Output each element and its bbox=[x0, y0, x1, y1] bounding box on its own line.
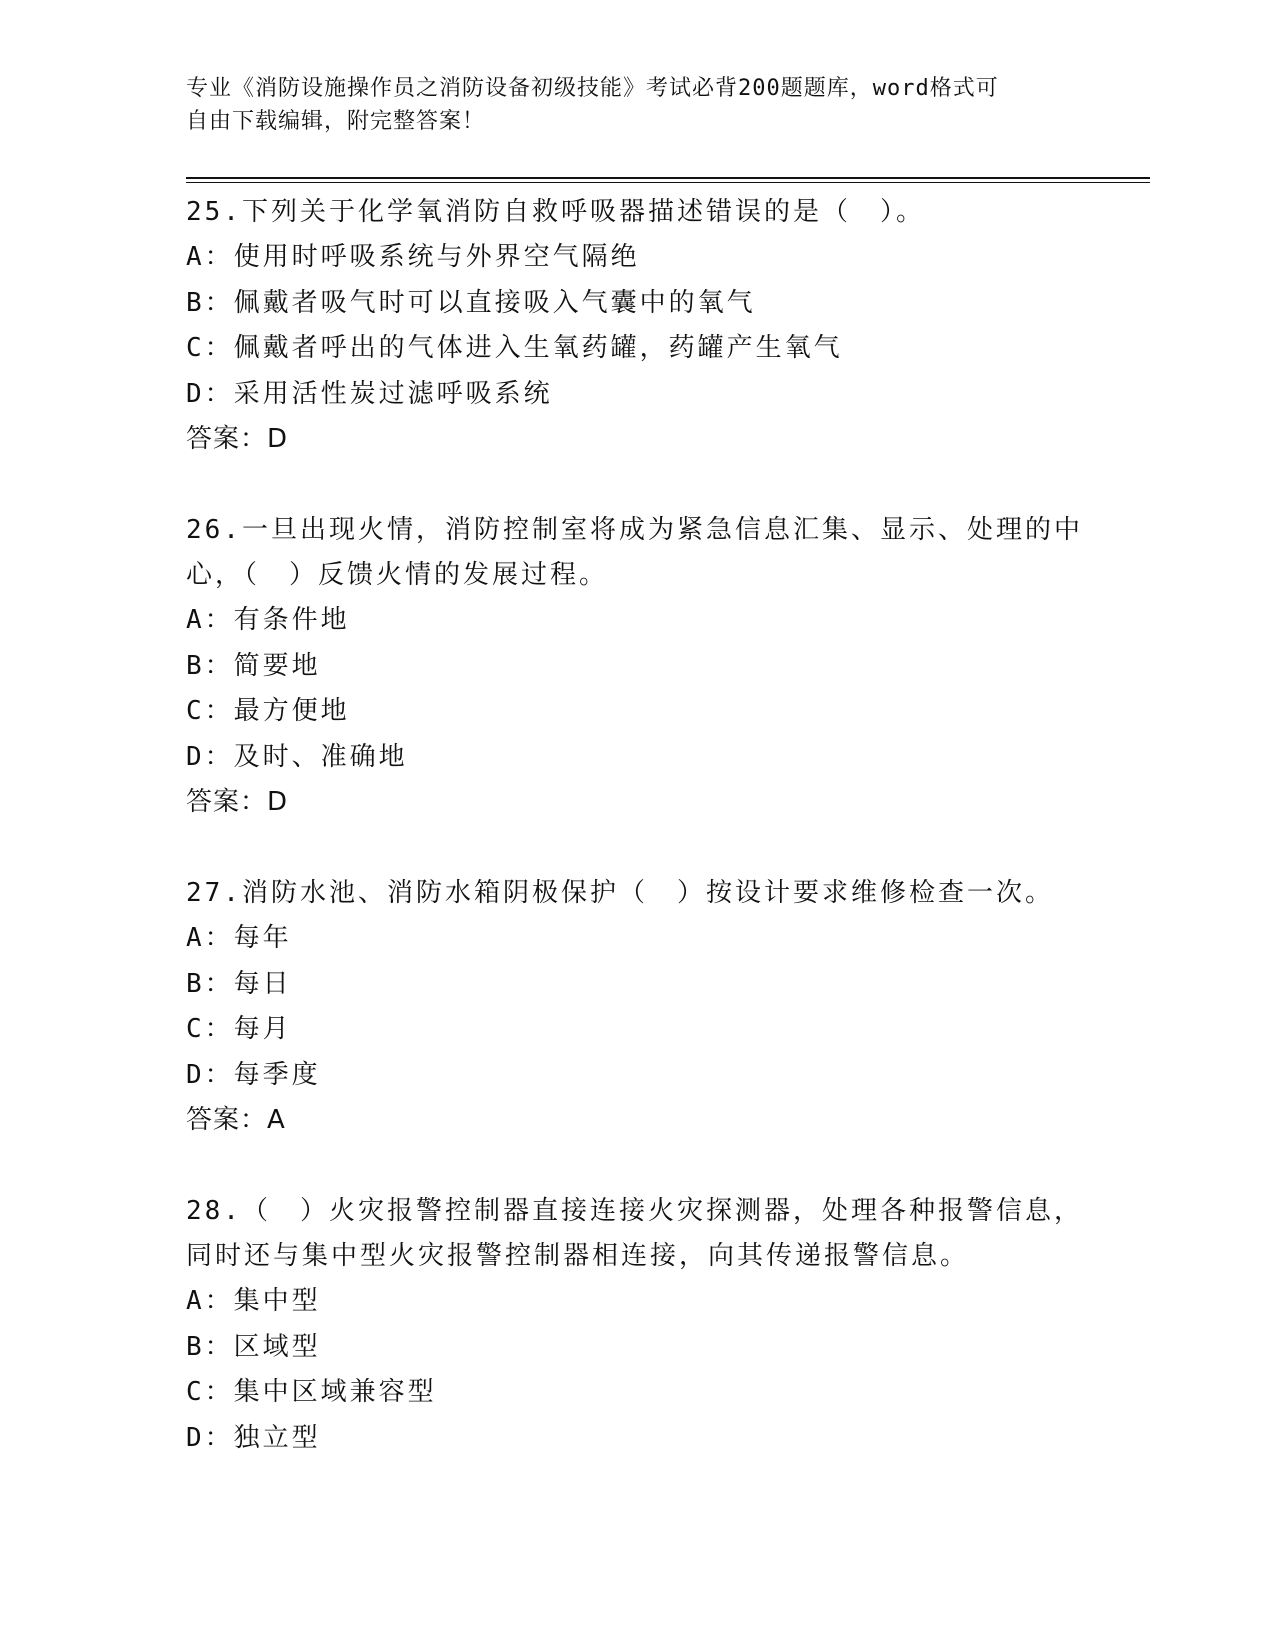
header-divider-thick bbox=[186, 177, 1150, 179]
option-c: C：最方便地 bbox=[186, 696, 350, 726]
question-28 bbox=[186, 1189, 1086, 1461]
header-divider-thin bbox=[186, 182, 1150, 183]
option-b: B：简要地 bbox=[186, 650, 321, 681]
option-d: D：独立型 bbox=[186, 1422, 321, 1453]
question-stem: 27.消防水池、消防水箱阴极保护（ ）按设计要求维修检查一次。 bbox=[186, 878, 1054, 908]
answer: 答案：D bbox=[186, 424, 289, 454]
question-27 bbox=[186, 871, 1086, 1143]
option-d: D：每季度 bbox=[186, 1059, 321, 1090]
option-c: C：佩戴者呼出的气体进入生氧药罐，药罐产生氧气 bbox=[186, 333, 843, 363]
option-c: C：集中区域兼容型 bbox=[186, 1377, 437, 1407]
header-title-line-2: 自由下载编辑，附完整答案！ bbox=[186, 109, 486, 134]
question-stem-line-2: 同时还与集中型火灾报警控制器相连接，向其传递报警信息。 bbox=[186, 1241, 970, 1271]
option-a: A：使用时呼吸系统与外界空气隔绝 bbox=[186, 242, 640, 272]
option-c: C：每月 bbox=[186, 1014, 292, 1044]
question-list bbox=[186, 190, 1086, 1507]
option-a: A：集中型 bbox=[186, 1286, 321, 1316]
answer: 答案：D bbox=[186, 787, 289, 817]
option-d: D：采用活性炭过滤呼吸系统 bbox=[186, 378, 553, 409]
question-25 bbox=[186, 190, 1086, 462]
question-stem-line-1: 26.一旦出现火情，消防控制室将成为紧急信息汇集、显示、处理的中 bbox=[186, 515, 1083, 545]
option-a: A：每年 bbox=[186, 923, 292, 953]
option-b: B：每日 bbox=[186, 968, 292, 999]
question-stem-line-1: 28.（ ）火灾报警控制器直接连接火灾探测器，处理各种报警信息， bbox=[186, 1196, 1083, 1226]
question-stem: 25.下列关于化学氧消防自救呼吸器描述错误的是（ ）。 bbox=[186, 197, 925, 227]
header-title-line-1: 专业《消防设施操作员之消防设备初级技能》考试必背200题题库，word格式可 bbox=[186, 76, 999, 101]
document-header bbox=[186, 72, 1066, 138]
option-d: D：及时、准确地 bbox=[186, 741, 408, 772]
question-stem-line-2: 心，（ ）反馈火情的发展过程。 bbox=[186, 560, 609, 590]
answer: 答案：A bbox=[186, 1105, 286, 1135]
option-b: B：佩戴者吸气时可以直接吸入气囊中的氧气 bbox=[186, 287, 756, 318]
option-b: B：区域型 bbox=[186, 1331, 321, 1362]
option-a: A：有条件地 bbox=[186, 605, 350, 635]
question-26 bbox=[186, 508, 1086, 825]
